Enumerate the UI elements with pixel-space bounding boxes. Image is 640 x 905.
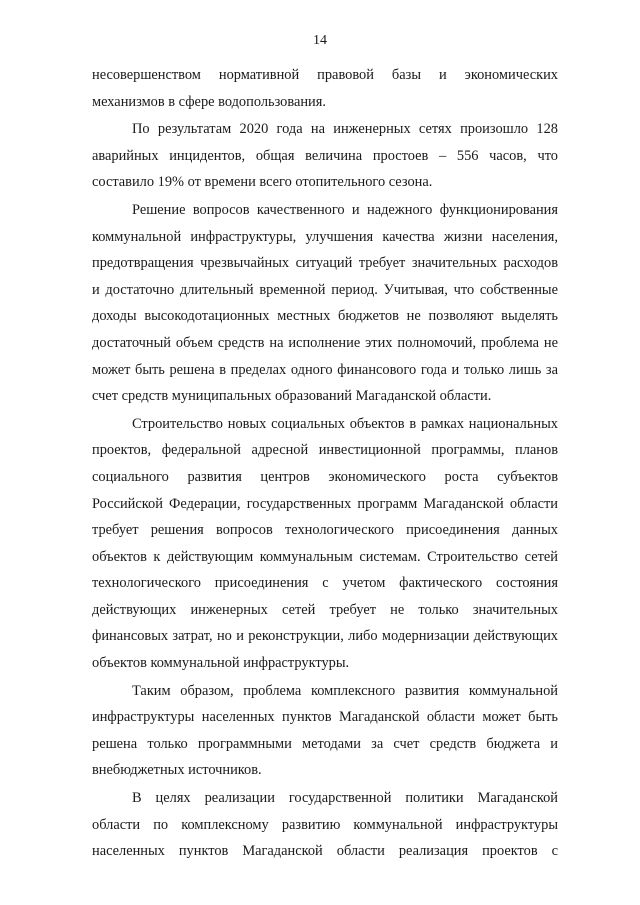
text-line: решена только программными методами за счет средств бюджета и: [92, 735, 558, 752]
text-line: внебюджетных источников.: [92, 762, 262, 779]
text-line: В целях реализации государственной политики Магаданской: [132, 790, 558, 807]
text-line: коммунальной инфраструктуры, улучшения качества жизни населения,: [92, 228, 558, 245]
text-line: и достаточно длительный временной период. Учитывая, что собственные: [92, 281, 558, 298]
paragraph: [92, 197, 558, 410]
paragraph: [92, 678, 558, 784]
text-line: проектов, федеральной адресной инвестиционной программы, планов: [92, 442, 558, 459]
text-line: может быть решена в пределах одного финансового года и только лишь за: [92, 361, 558, 378]
document-body: [92, 62, 558, 865]
page-number: 14: [313, 33, 327, 48]
text-line: области по комплексному развитию коммунальной инфраструктуры: [92, 816, 558, 833]
text-line: доходы высокодотационных местных бюджетов не позволяют выделять: [92, 308, 558, 325]
paragraph: [92, 116, 558, 196]
text-line: достаточный объем средств на исполнение этих полномочий, проблема не: [92, 334, 558, 351]
text-line: инфраструктуры населенных пунктов Магаданской области может быть: [92, 709, 558, 726]
text-line: Российской Федерации, государственных программ Магаданской области: [92, 495, 558, 512]
text-line: социального развития центров экономического роста субъектов: [92, 468, 558, 485]
text-line: финансовых затрат, но и реконструкции, либо модернизации действующих: [92, 628, 558, 645]
text-line: населенных пунктов Магаданской области реализация проектов с: [92, 843, 558, 860]
text-line: счет средств муниципальных образований Магаданской области.: [92, 388, 492, 405]
text-line: технологического присоединения с учетом фактического состояния: [92, 575, 558, 592]
paragraph: [92, 785, 558, 865]
text-line: составило 19% от времени всего отопительного сезона.: [92, 174, 433, 191]
paragraph: [92, 62, 558, 115]
text-line: требует решения вопросов технологического присоединения данных: [92, 522, 558, 539]
text-line: действующих инженерных сетей требует не только значительных: [92, 601, 558, 618]
text-line: предотвращения чрезвычайных ситуаций требует значительных расходов: [92, 255, 558, 272]
paragraph: [92, 411, 558, 677]
text-line: Решение вопросов качественного и надежного функционирования: [132, 201, 558, 218]
text-line: Строительство новых социальных объектов в рамках национальных: [132, 415, 558, 432]
text-line: объектов коммунальной инфраструктуры.: [92, 655, 350, 672]
text-line: несовершенством нормативной правовой базы и экономических: [92, 67, 558, 83]
text-line: аварийных инцидентов, общая величина простоев – 556 часов, что: [92, 147, 558, 164]
text-line: механизмов в сфере водопользования.: [92, 93, 326, 110]
text-line: объектов к действующим коммунальным системам. Строительство сетей: [92, 548, 558, 565]
text-line: Таким образом, проблема комплексного развития коммунальной: [132, 682, 558, 699]
text-line: По результатам 2020 года на инженерных сетях произошло 128: [132, 121, 558, 138]
